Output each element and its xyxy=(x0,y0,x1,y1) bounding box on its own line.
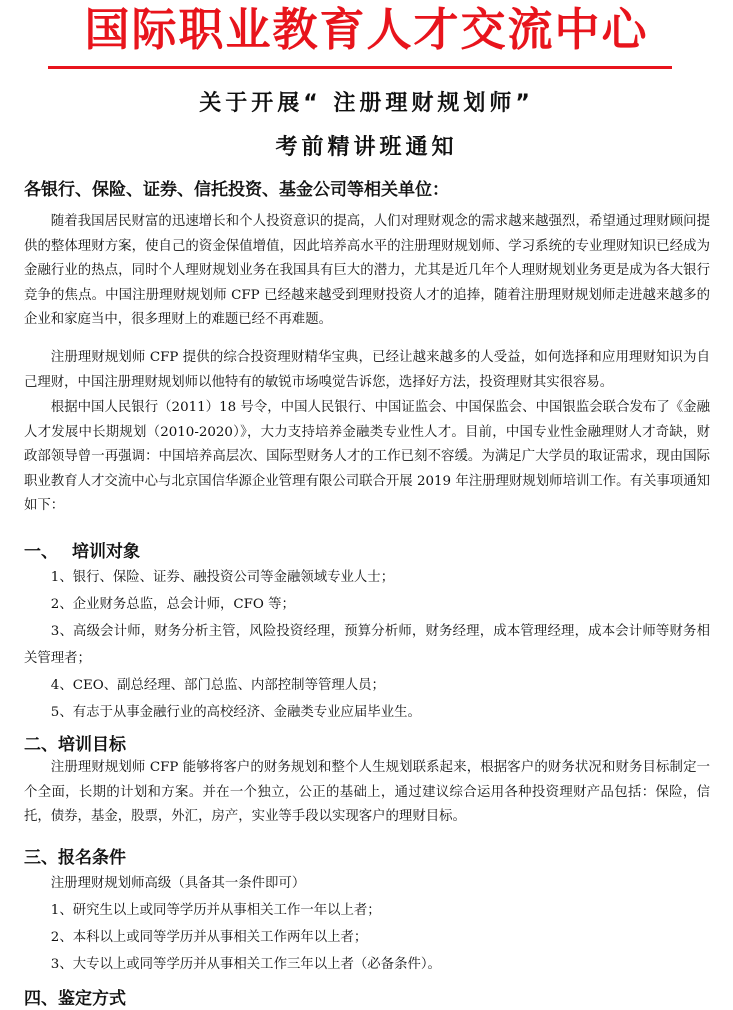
trainee-list xyxy=(24,564,710,726)
list-item: 2、本科以上或同等学历并从事相关工作两年以上者； xyxy=(50,930,368,945)
section-number: 三、 xyxy=(24,848,58,868)
section-number: 四、 xyxy=(24,989,58,1009)
section-title: 鉴定方式 xyxy=(58,989,126,1009)
list-item: 3、高级会计师，财务分析主管，风险投资经理，预算分析师，财务经理，成本管理经理，成本会计师等财务相关管理者； xyxy=(24,624,710,666)
section-title: 培训对象 xyxy=(72,542,140,562)
section-number: 一、 xyxy=(24,542,58,562)
list-item: 2、企业财务总监，总会计师，CFO 等； xyxy=(50,597,295,612)
section-number: 二、 xyxy=(24,735,58,755)
section-title: 培训目标 xyxy=(58,735,126,755)
list-item: 5、有志于从事金融行业的高校经济、金融类专业应届毕业生。 xyxy=(50,705,421,720)
requirements-list xyxy=(24,897,710,978)
section-heading-trainees xyxy=(24,537,140,562)
section-title: 报名条件 xyxy=(58,848,126,868)
goals-paragraph: 注册理财规划师 CFP 能够将客户的财务规划和整个人生规划联系起来，根据客户的财务状况和财务目标制定一个全面，长期的计划和方案。并在一个独立，公正的基础上，通过建议综合运用各种投资理财产品包括：保险，信托，债券，基金，股票，外汇，房产，实业等手段以实现客户的理财目标。 xyxy=(24,760,710,824)
section-heading-assessment xyxy=(24,984,126,1009)
notice-title-line2: 考前精讲班通知 xyxy=(275,135,458,160)
section-heading-goals xyxy=(24,730,126,755)
list-item: 1、银行、保险、证券、融投资公司等金融领域专业人士； xyxy=(50,570,395,585)
list-item: 4、CEO、副总经理、部门总监、内部控制等管理人员； xyxy=(50,678,385,693)
header-divider xyxy=(48,66,672,69)
section-heading-requirements xyxy=(24,843,126,868)
list-item: 1、研究生以上或同等学历并从事相关工作一年以上者； xyxy=(50,903,381,918)
intro-paragraph-1: 随着我国居民财富的迅速增长和个人投资意识的提高，人们对理财观念的需求越来越强烈，希望通过理财顾问提供的整体理财方案，使自己的资金保值增值，因此培养高水平的注册理财规划师、学习系统的专业理财知识已经成为金融行业的热点，同时个人理财规划业务在我国具有巨大的潜力，尤其是近几年个人理财规划业务更是成为各大银行竞争的焦点。中国注册理财规划师 CFP 已经越来越受到理财投资人才的追捧，随着注册理财规划师走进越来越多的企业和家庭当中，很多理财上的难题已经不再难题。 xyxy=(24,214,710,327)
requirements-note: 注册理财规划师高级（具备其一条件即可） xyxy=(50,876,306,891)
org-title: 国际职业教育人才交流中心 xyxy=(84,3,649,56)
list-item: 3、大专以上或同等学历并从事相关工作三年以上者（必备条件）。 xyxy=(50,957,441,972)
notice-title-line1: 关于开展“ 注册理财规划师” xyxy=(199,91,534,116)
intro-paragraph-2: 注册理财规划师 CFP 提供的综合投资理财精华宝典，已经让越来越多的人受益，如何选择和应用理财知识为自己理财，中国注册理财规划师以他特有的敏锐市场嗅觉告诉您，选择好方法，投资理财其实很容易。 xyxy=(24,350,710,390)
intro-paragraph-3: 根据中国人民银行（2011）18 号令，中国人民银行、中国证监会、中国保监会、中国银监会联合发布了《金融人才发展中长期规划（2010-2020）》，大力支持培养金融类专业性人才。目前，中国专业性金融理财人才奇缺，财政部领导曾一再强调：中国培养高层次、国际型财务人才的工作已刻不容缓。为满足广大学员的取证需求，现由国际职业教育人才交流中心与北京国信华源企业管理有限公司联合开展 2019 年注册理财规划师培训工作。有关事项通知如下： xyxy=(24,400,710,513)
addressee: 各银行、保险、证券、信托投资、基金公司等相关单位： xyxy=(24,180,449,200)
